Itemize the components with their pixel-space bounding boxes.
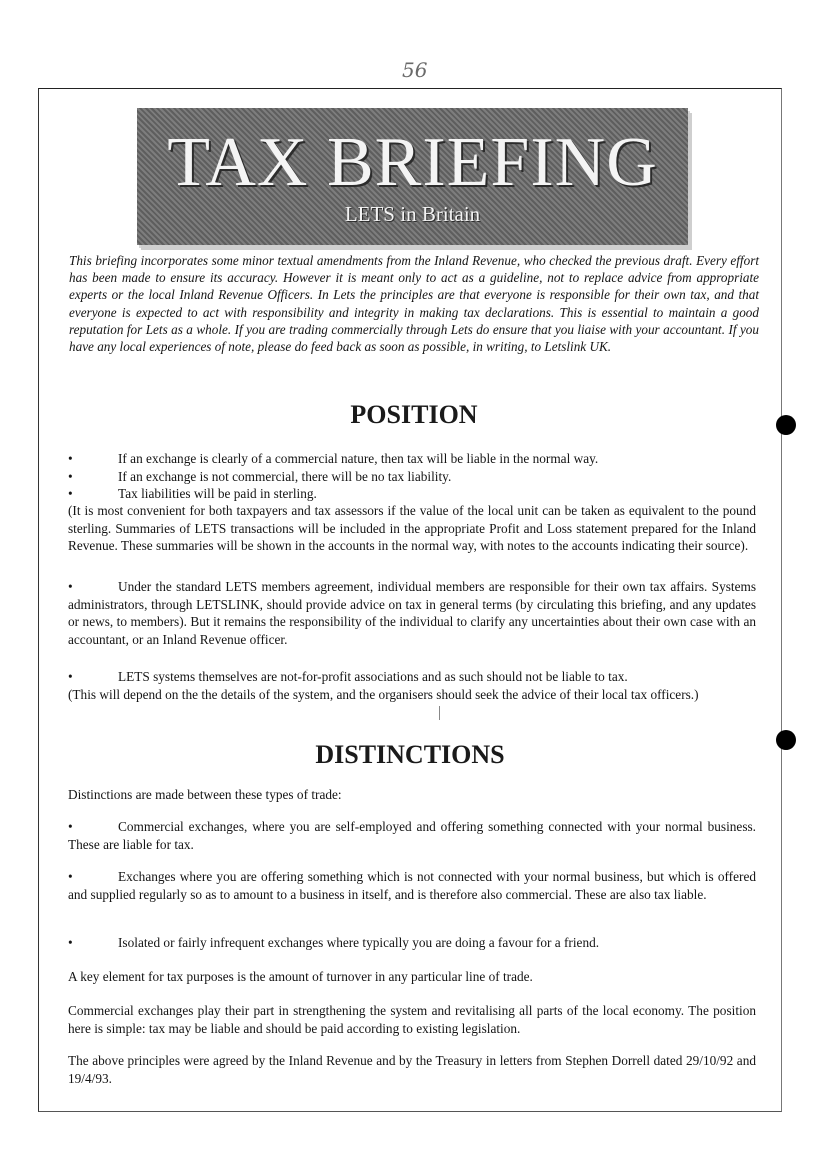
distinctions-lead: Distinctions are made between these types of trade:	[68, 787, 342, 802]
nonprofit-note: (This will depend on the the details of the system, and the organisers should seek the advice of their local tax officers.)	[68, 686, 699, 702]
isolated-paragraph	[68, 934, 756, 952]
position-bullet-list	[68, 450, 756, 503]
list-item	[68, 934, 756, 952]
bullet-icon: •	[68, 486, 73, 502]
list-item	[68, 485, 756, 503]
regular-paragraph	[68, 868, 756, 903]
nonprofit-paragraph	[68, 668, 756, 703]
sterling-note: (It is most convenient for both taxpayers and tax assessors if the value of the local unit can be taken as equivalent to the pound sterling. Summaries of LETS transactions will be included in the appropriate Profit and Loss statement prepared for the Inland Revenue. These summaries will be shown in the accounts in the normal way, with notes to the accounts indicating their source).	[68, 503, 756, 554]
list-item-text: LETS systems themselves are not-for-profit associations and as such should not be liable to tax.	[118, 669, 628, 684]
bullet-icon: •	[68, 451, 73, 466]
intro-paragraph: This briefing incorporates some minor textual amendments from the Inland Revenue, who checked the previous draft. Every effort has been made to ensure its accuracy. However it is meant only to act as a guideline, not to replace advice from appropriate experts or the local Inland Revenue Officers. In Lets the principles are that everyone is responsible for their own tax, and that everyone is expected to act with responsibility and integrity in making tax declarations. This is essential to maintain a good reputation for Lets as a whole. If you are trading commercially through Lets do ensure that you liaise with your accountant. If you have any local experiences of note, please do feed back as soon as possible, in writing, to Letslink UK.	[69, 253, 759, 355]
banner-subtitle: LETS in Britain	[344, 202, 481, 226]
banner-title: TAX BRIEFING	[167, 124, 658, 201]
bullet-icon: •	[68, 669, 73, 684]
distinctions-heading: DISTINCTIONS	[315, 740, 505, 769]
bullet-icon: •	[68, 869, 73, 884]
title-banner	[137, 108, 688, 245]
scan-mark	[439, 706, 440, 720]
agreement-text: Under the standard LETS members agreement, individual members are responsible for their own tax affairs. Systems administrators, through LETSLINK, should provide advice on tax in general terms (by circulating this briefing, and any updates or news, to members). But it remains the responsibility of the individual to clarify any uncertainties about their own case with an accountant, or an Inland Revenue officer.	[68, 579, 756, 647]
bullet-icon: •	[68, 819, 73, 834]
bullet-icon: •	[68, 935, 73, 950]
handwritten-page-number: 56	[402, 58, 428, 82]
strengthening-paragraph: Commercial exchanges play their part in strengthening the system and revitalising all parts of the local economy. The position here is simple: tax may be liable and should be paid according to existing legislation.	[68, 1003, 756, 1036]
commercial-text: Commercial exchanges, where you are self-employed and offering something connected with your normal business. These are liable for tax.	[68, 819, 756, 852]
commercial-paragraph	[68, 818, 756, 853]
agreement-paragraph	[68, 578, 756, 648]
punch-hole	[776, 415, 796, 435]
turnover-paragraph: A key element for tax purposes is the amount of turnover in any particular line of trade.	[68, 969, 533, 984]
position-heading: POSITION	[350, 400, 478, 429]
regular-text: Exchanges where you are offering something which is not connected with your normal business, but which is offered and supplied regularly so as to amount to a business in itself, and is therefore also commercial. These are also tax liable.	[68, 869, 756, 902]
list-item	[68, 668, 756, 686]
list-item-text: Isolated or fairly infrequent exchanges where typically you are doing a favour for a friend.	[118, 935, 600, 950]
list-item	[68, 468, 756, 486]
bullet-icon: •	[68, 468, 73, 484]
bullet-icon: •	[68, 579, 73, 594]
agreed-paragraph: The above principles were agreed by the Inland Revenue and by the Treasury in letters from Stephen Dorrell dated 29/10/92 and 19/4/93.	[68, 1053, 756, 1086]
punch-hole	[776, 730, 796, 750]
list-item-text: If an exchange is not commercial, there will be no tax liability.	[118, 468, 452, 484]
list-item-text: Tax liabilities will be paid in sterling.	[118, 486, 317, 502]
list-item	[68, 450, 756, 468]
list-item-text: If an exchange is clearly of a commercial nature, then tax will be liable in the normal way.	[118, 451, 599, 466]
